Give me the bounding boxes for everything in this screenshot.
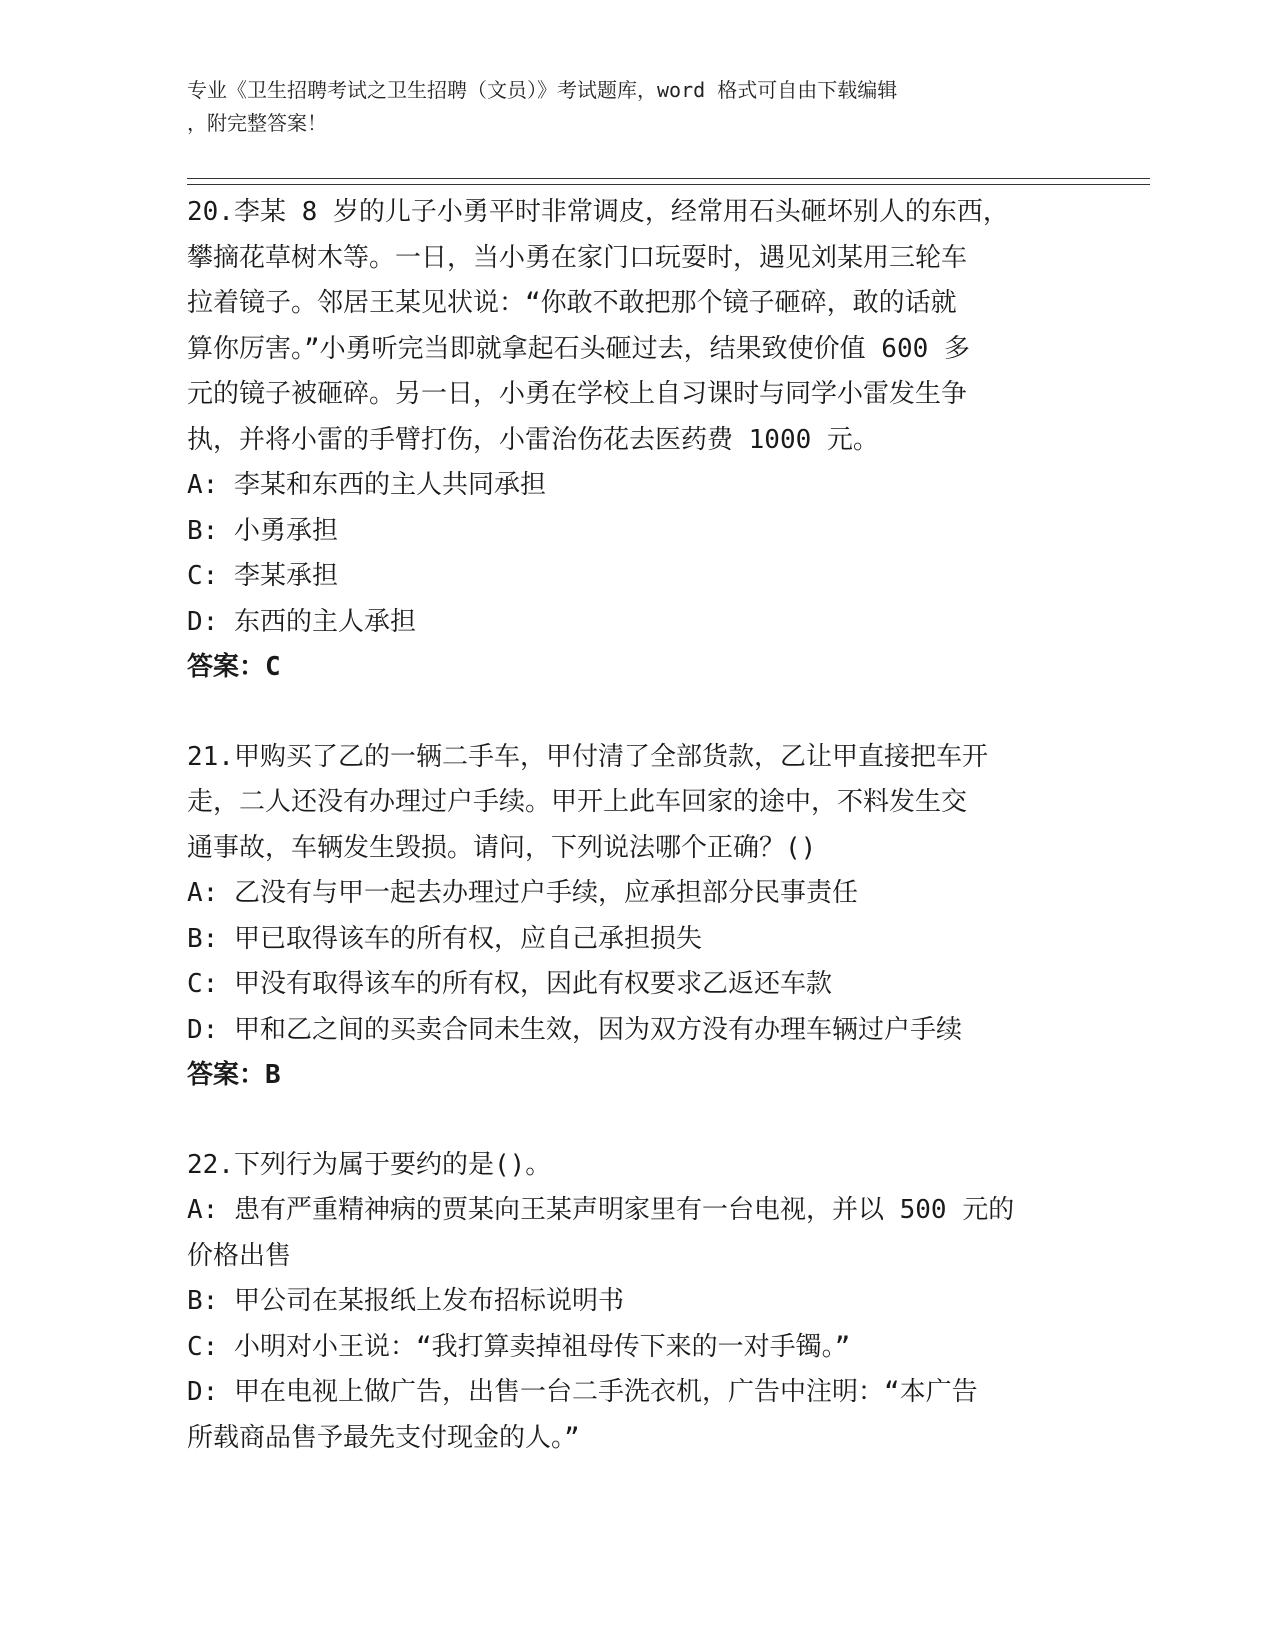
question-text-line: 20.李某 8 岁的儿子小勇平时非常调皮，经常用石头砸坏别人的东西， — [187, 197, 1009, 227]
header-rule-top — [187, 178, 1150, 179]
question-text-line: 走，二人还没有办理过户手续。甲开上此车回家的途中，不料发生交 — [187, 787, 968, 817]
question-20 — [187, 190, 1077, 691]
header-line-2: ，附完整答案！ — [187, 111, 327, 135]
header-line-1: 专业《卫生招聘考试之卫生招聘（文员）》考试题库，word 格式可自由下载编辑 — [187, 78, 898, 102]
question-spacer — [187, 1099, 1077, 1143]
option-b: B: 甲公司在某报纸上发布招标说明书 — [187, 1286, 624, 1316]
option-a: A: 患有严重精神病的贾某向王某声明家里有一台电视，并以 500 元的 — [187, 1195, 1015, 1225]
answer: 答案：B — [187, 1060, 281, 1090]
question-text-line: 执，并将小雷的手臂打伤，小雷治伤花去医药费 1000 元。 — [187, 424, 879, 455]
question-text-line: 元的镜子被砸碎。另一日，小勇在学校上自习课时与同学小雷发生争 — [187, 379, 968, 409]
option-d: D: 甲和乙之间的买卖合同未生效，因为双方没有办理车辆过户手续 — [187, 1014, 962, 1045]
option-c: C: 李某承担 — [187, 561, 338, 591]
question-text-line: 拉着镜子。邻居王某见状说：“你敢不敢把那个镜子砸碎，敢的话就 — [187, 288, 957, 318]
question-text-line: 算你厉害。”小勇听完当即就拿起石头砸过去，结果致使价值 600 多 — [187, 333, 970, 364]
option-a: A: 李某和东西的主人共同承担 — [187, 470, 546, 500]
option-a-continued: 价格出售 — [187, 1240, 292, 1271]
question-text-line: 攀摘花草树木等。一日，当小勇在家门口玩耍时，遇见刘某用三轮车 — [187, 242, 968, 273]
question-22 — [187, 1143, 1077, 1462]
option-d-continued: 所载商品售予最先支付现金的人。” — [187, 1422, 580, 1453]
option-d: D: 东西的主人承担 — [187, 606, 416, 637]
answer: 答案：C — [187, 652, 281, 682]
option-d: D: 甲在电视上做广告，出售一台二手洗衣机，广告中注明：“本广告 — [187, 1377, 978, 1407]
question-text-line: 21.甲购买了乙的一辆二手车，甲付清了全部货款，乙让甲直接把车开 — [187, 741, 988, 772]
option-b: B: 甲已取得该车的所有权，应自己承担损失 — [187, 923, 702, 954]
question-spacer — [187, 691, 1077, 735]
option-c: C: 小明对小王说：“我打算卖掉祖母传下来的一对手镯。” — [187, 1331, 851, 1362]
header-rule-bottom — [187, 184, 1150, 185]
page-header — [187, 74, 1067, 140]
option-b: B: 小勇承担 — [187, 515, 338, 546]
option-c: C: 甲没有取得该车的所有权，因此有权要求乙返还车款 — [187, 969, 832, 999]
question-text-line: 通事故，车辆发生毁损。请问，下列说法哪个正确？() — [187, 832, 817, 863]
question-21 — [187, 735, 1077, 1099]
question-list — [187, 190, 1077, 1461]
option-a: A: 乙没有与甲一起去办理过户手续，应承担部分民事责任 — [187, 878, 858, 908]
question-text-line: 22.下列行为属于要约的是()。 — [187, 1149, 552, 1180]
